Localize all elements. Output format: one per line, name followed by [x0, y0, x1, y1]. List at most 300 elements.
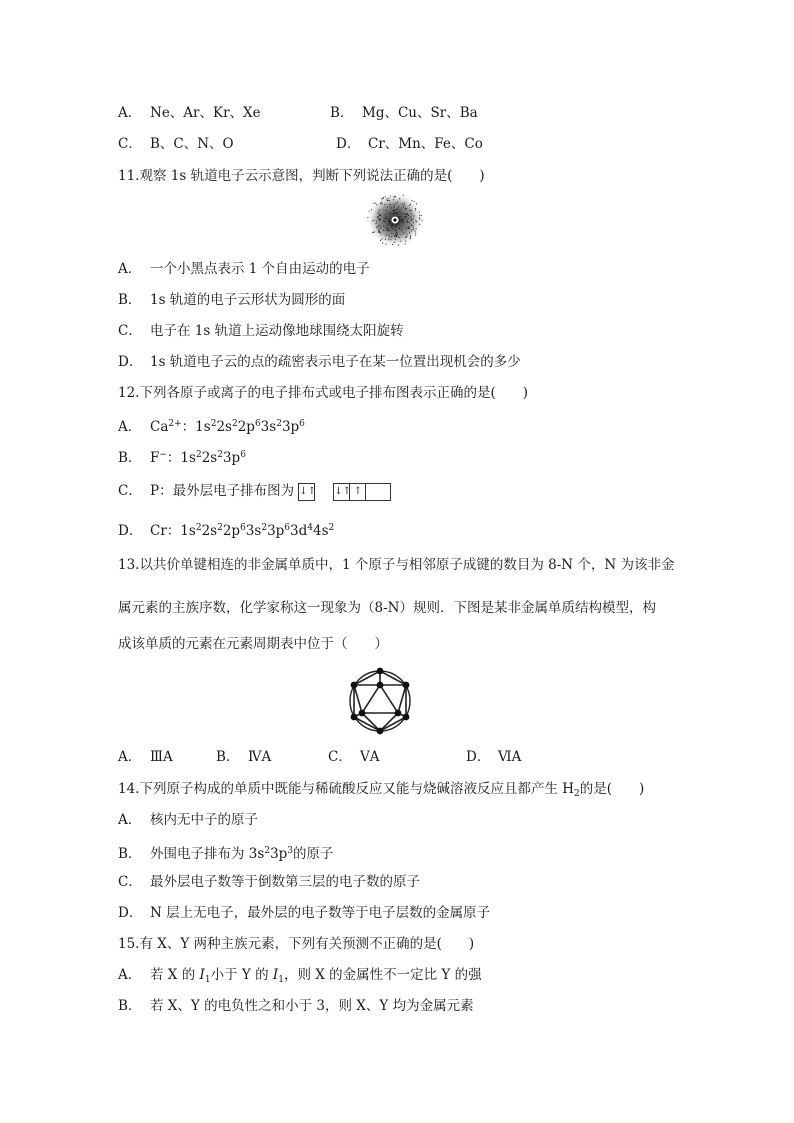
q15-option-a — [118, 966, 482, 989]
cloud-dot — [406, 228, 407, 229]
cloud-dot — [410, 237, 411, 238]
q15-a-prefix: 若 X 的 — [150, 967, 200, 983]
cloud-dot — [400, 209, 401, 210]
cloud-dot — [379, 219, 380, 220]
cloud-dot — [405, 237, 406, 238]
q12-a-colon: ： — [181, 419, 196, 435]
cloud-dot — [407, 222, 408, 223]
q12-option-d — [118, 519, 334, 540]
cloud-dot — [390, 230, 391, 231]
orbital-1s: 1s — [180, 450, 196, 466]
cloud-dot — [391, 236, 392, 237]
q14-option-d-label: D． — [118, 905, 143, 921]
cloud-dot — [421, 215, 422, 216]
cloud-dot — [390, 239, 391, 240]
count: 6 — [254, 419, 261, 429]
cloud-dot — [385, 216, 386, 217]
cloud-dot — [400, 241, 401, 242]
cloud-dot — [415, 235, 416, 236]
cloud-dot — [393, 199, 394, 200]
q12-a-species: Ca — [150, 419, 169, 435]
cloud-dot — [399, 198, 400, 199]
cloud-dot — [397, 212, 398, 213]
cloud-dot — [378, 229, 379, 230]
orbital-2p: 2p — [222, 523, 241, 539]
cloud-dot — [388, 239, 389, 240]
orbital-3p: 3p — [222, 450, 241, 466]
orbital-box: ↓↑ — [333, 483, 350, 501]
cloud-dot — [405, 208, 406, 209]
q14-option-d-text: N 层上无电子，最外层的电子数等于电子层数的金属原子 — [150, 905, 491, 921]
q11-option-d-text: 1s 轨道电子云的点的疏密表示电子在某一位置出现机会的多少 — [150, 354, 521, 370]
cloud-dot — [410, 216, 411, 217]
cloud-dot — [393, 204, 394, 205]
cloud-dot — [394, 242, 395, 243]
cloud-dot — [373, 203, 374, 204]
cloud-dot — [383, 226, 384, 227]
cloud-dot — [406, 219, 407, 220]
cloud-dot — [403, 207, 404, 208]
q15-option-b-text: 若 X、Y 的电负性之和小于 3，则 X、Y 均为金属元素 — [150, 998, 474, 1014]
q13-option-c-text: ⅤA — [360, 749, 380, 765]
cloud-dot — [393, 196, 394, 197]
cloud-dot — [386, 235, 387, 236]
cloud-dot — [416, 228, 417, 229]
cloud-dot — [394, 233, 395, 234]
cloud-dot — [389, 204, 390, 205]
cloud-dot — [386, 218, 387, 219]
orbital-2s: 2s — [216, 419, 232, 435]
cloud-dot — [415, 233, 416, 234]
cloud-dot — [404, 216, 405, 217]
cloud-dot — [402, 220, 403, 221]
cloud-dot — [411, 219, 412, 220]
cloud-dot — [419, 212, 420, 213]
cloud-dot — [396, 224, 397, 225]
cloud-dot — [384, 218, 385, 219]
cloud-dot — [377, 226, 378, 227]
cloud-dot — [404, 202, 405, 203]
orbital-3p: 3p — [267, 523, 285, 539]
count: 2 — [195, 523, 202, 533]
cloud-dot — [378, 218, 379, 219]
cloud-dot — [391, 233, 392, 234]
cloud-dot — [399, 237, 400, 238]
cloud-dot — [381, 233, 382, 234]
cloud-dot — [393, 210, 394, 211]
q14-option-a — [118, 811, 258, 829]
q14-option-d — [118, 904, 490, 922]
cloud-dot — [396, 235, 397, 236]
q14-b-prefix: 外围电子排布为 — [150, 846, 249, 862]
cloud-dot — [408, 227, 409, 228]
subscript: 1 — [278, 975, 284, 985]
q11-option-c — [118, 322, 404, 340]
cloud-dot — [392, 229, 393, 230]
cloud-dot — [387, 200, 388, 201]
q11-option-d-label: D． — [118, 354, 143, 370]
q13-option-c-label: C． — [328, 749, 352, 765]
cloud-dot — [388, 198, 389, 199]
q13-options-row — [118, 748, 522, 766]
cloud-dot — [387, 225, 388, 226]
q14-option-a-text: 核内无中子的原子 — [150, 812, 258, 828]
cloud-dot — [387, 229, 388, 230]
cloud-dot — [379, 228, 380, 229]
q10-option-row-1 — [118, 104, 478, 122]
cloud-dot — [405, 213, 406, 214]
count: 2 — [217, 523, 223, 533]
q10-option-d-text: Cr、Mn、Fe、Co — [368, 136, 483, 152]
orbital-box — [365, 483, 391, 501]
q11-option-b-text: 1s 轨道的电子云形状为圆形的面 — [150, 292, 346, 308]
cloud-dot — [401, 230, 402, 231]
cloud-dot — [395, 239, 396, 240]
cloud-dot — [376, 223, 377, 224]
q10-option-c-label: C． — [118, 136, 142, 152]
orbital-1s: 1s — [195, 419, 211, 435]
cloud-dot — [374, 231, 375, 232]
cloud-dot — [388, 230, 389, 231]
q13-option-d-text: ⅥA — [498, 749, 522, 765]
cloud-dot — [415, 208, 416, 209]
q14-stem-prefix: 14.下列原子构成的单质中既能与稀硫酸反应又能与烧碱溶液反应且都产生 H — [118, 781, 575, 797]
cloud-dot — [380, 232, 381, 233]
cloud-dot — [412, 229, 413, 230]
cloud-dot — [386, 199, 387, 200]
cloud-dot — [397, 209, 398, 210]
cloud-dot — [376, 221, 377, 222]
cloud-dot — [390, 213, 391, 214]
cloud-dot — [410, 238, 411, 239]
cloud-dot — [367, 217, 368, 218]
cloud-dot — [379, 215, 380, 216]
q10-option-a-label: A． — [118, 105, 142, 121]
q11-option-a — [118, 260, 370, 278]
cloud-dot — [402, 213, 403, 214]
orbital-2s: 2s — [201, 450, 218, 466]
count: 2 — [276, 419, 282, 429]
cloud-dot — [392, 227, 393, 228]
cloud-dot — [392, 244, 393, 245]
cloud-dot — [390, 195, 391, 196]
cloud-dot — [401, 220, 402, 221]
q13-option-d — [466, 748, 521, 766]
orbital-3s: 3s — [245, 523, 262, 539]
cloud-dot — [412, 225, 413, 226]
cloud-dot — [421, 220, 422, 221]
q12-option-b — [118, 446, 246, 467]
cloud-dot — [399, 211, 400, 212]
cloud-dot — [409, 222, 410, 223]
orbital-diagram-3s — [298, 482, 315, 501]
cloud-dot — [406, 236, 407, 237]
cloud-dot — [411, 220, 412, 221]
q14-stem-subscript: 2 — [574, 789, 580, 799]
orbital-3p: 3p — [270, 846, 288, 862]
cloud-dot — [398, 206, 399, 207]
cloud-dot — [380, 225, 381, 226]
cloud-dot — [410, 210, 411, 211]
q14-stem-suffix: 的是( ) — [579, 781, 645, 797]
cloud-dot — [411, 210, 412, 211]
cloud-dot — [410, 235, 411, 236]
cloud-dot — [373, 220, 374, 221]
cloud-dot — [393, 211, 394, 212]
orbital-4s: 4s — [313, 523, 329, 539]
cloud-dot — [397, 223, 398, 224]
q15-option-b — [118, 997, 474, 1015]
cloud-dot — [408, 215, 409, 216]
count: 2 — [210, 419, 217, 429]
q11-option-a-label: A． — [118, 261, 142, 277]
q13-option-a-text: ⅢA — [150, 749, 173, 765]
cloud-dot — [399, 220, 400, 221]
cloud-dot — [416, 221, 417, 222]
cloud-dot — [378, 216, 379, 217]
q11-option-c-text: 电子在 1s 轨道上运动像地球围绕太阳旋转 — [150, 323, 404, 339]
q12-option-b-label: B． — [118, 450, 142, 466]
cloud-dot — [402, 221, 403, 222]
cloud-dot — [393, 224, 394, 225]
count: 6 — [299, 419, 305, 429]
cloud-dot — [389, 223, 390, 224]
cloud-dot — [407, 234, 408, 235]
cloud-dot — [406, 214, 407, 215]
cloud-dot — [378, 212, 379, 213]
cloud-dot — [394, 235, 395, 236]
cloud-dot — [379, 213, 380, 214]
cloud-dot — [393, 213, 394, 214]
count: 6 — [240, 450, 246, 460]
cloud-dot — [373, 232, 374, 233]
cloud-dot — [399, 228, 400, 229]
q10-option-row-2 — [118, 135, 483, 153]
cloud-dot — [388, 213, 389, 214]
cloud-dot — [396, 213, 397, 214]
q10-option-c-text: B、C、N、O — [150, 136, 234, 152]
orbital-1s: 1s — [180, 523, 196, 539]
cloud-dot — [413, 218, 414, 219]
q14-option-b — [118, 842, 334, 863]
cloud-dot — [400, 216, 401, 217]
cloud-dot — [386, 244, 387, 245]
q10-option-b-label: B． — [330, 105, 354, 121]
q11-option-b-label: B． — [118, 292, 142, 308]
count: 2 — [231, 419, 238, 429]
cloud-dot — [407, 213, 408, 214]
q12-option-d-label: D． — [118, 523, 143, 539]
cloud-dot — [396, 209, 397, 210]
cloud-dot — [411, 214, 412, 215]
q11-option-b — [118, 291, 345, 309]
orbital-3s: 3s — [248, 846, 265, 862]
cloud-dot — [398, 245, 399, 246]
orbital-3s: 3s — [260, 419, 277, 435]
cloud-dot — [379, 220, 380, 221]
q12-option-c — [118, 482, 409, 501]
cloud-dot — [380, 203, 381, 204]
cloud-dot — [410, 204, 411, 205]
cloud-dot — [385, 196, 386, 197]
cloud-dot — [383, 230, 384, 231]
cloud-dot — [394, 197, 395, 198]
q11-stem: 11.观察 1s 轨道电子云示意图，判断下列说法正确的是( ) — [118, 168, 485, 184]
q10-option-d-label: D． — [336, 136, 361, 152]
count: 2 — [264, 846, 271, 856]
cloud-dot — [413, 227, 414, 228]
cloud-dot — [372, 221, 373, 222]
cloud-dot — [389, 236, 390, 237]
q15-a-mid: 小于 Y 的 — [210, 967, 273, 983]
orbital-2p: 2p — [237, 419, 255, 435]
q14-option-b-label: B． — [118, 846, 142, 862]
cloud-dot — [383, 220, 384, 221]
cloud-dot — [391, 207, 392, 208]
count: 6 — [240, 523, 246, 533]
cloud-dot — [389, 200, 390, 201]
q12-option-c-text: P：最外层电子排布图为 — [150, 483, 295, 499]
cloud-dot — [419, 217, 420, 218]
q14-option-c — [118, 873, 420, 891]
cloud-dot — [397, 201, 398, 202]
cloud-dot — [408, 218, 409, 219]
cloud-dot — [411, 225, 412, 226]
cloud-dot — [397, 234, 398, 235]
cloud-dot — [385, 227, 386, 228]
cloud-dot — [388, 234, 389, 235]
count: 6 — [284, 523, 291, 533]
electron-cloud-1s-diagram — [365, 190, 425, 250]
orbital-2s: 2s — [201, 523, 218, 539]
cloud-dot — [378, 210, 379, 211]
q15-stem: 15.有 X、Y 两种主族元素，下列有关预测不正确的是( ) — [118, 936, 475, 952]
q15-a-suffix: ，则 X 的金属性不一定比 Y 的强 — [283, 967, 482, 983]
cloud-dot — [419, 224, 420, 225]
cloud-dot — [388, 228, 389, 229]
cloud-dot — [405, 243, 406, 244]
cloud-dot — [376, 204, 377, 205]
icosahedron-structure-model — [340, 663, 420, 739]
q13-option-d-label: D． — [466, 749, 491, 765]
cloud-dot — [399, 221, 400, 222]
cloud-dot — [380, 228, 381, 229]
cloud-dot — [391, 223, 392, 224]
cloud-dot — [378, 231, 379, 232]
cloud-dot — [381, 201, 382, 202]
q11-option-c-label: C． — [118, 323, 142, 339]
cloud-dot — [396, 212, 397, 213]
orbital-diagram-3p — [333, 482, 391, 501]
cloud-dot — [406, 227, 407, 228]
cloud-dot — [394, 207, 395, 208]
cloud-dot — [402, 203, 403, 204]
cloud-dot — [390, 205, 391, 206]
cloud-dot — [409, 232, 410, 233]
cloud-dot — [395, 225, 396, 226]
cloud-dot — [382, 198, 383, 199]
q14-b-suffix: 的原子 — [293, 846, 334, 862]
cloud-dot — [415, 220, 416, 221]
cloud-dot — [415, 231, 416, 232]
cloud-dot — [380, 240, 381, 241]
q12-b-charge: − — [159, 450, 167, 460]
cloud-dot — [378, 225, 379, 226]
q13-stem-line-1: 13.以共价单键相连的非金属单质中，1 个原子与相邻原子成键的数目为 8-N 个，N 为该非金 — [118, 557, 675, 573]
subscript: 1 — [204, 975, 211, 985]
cloud-dot — [385, 210, 386, 211]
cloud-dot — [371, 209, 372, 210]
cloud-dot — [395, 229, 396, 230]
cloud-dot — [411, 231, 412, 232]
cloud-dot — [389, 220, 390, 221]
cloud-dot — [375, 202, 376, 203]
cloud-dot — [403, 195, 404, 196]
cloud-dot — [396, 236, 397, 237]
cloud-dot — [419, 215, 420, 216]
cloud-dot — [405, 214, 406, 215]
cloud-dot — [390, 222, 391, 223]
q15-option-b-label: B． — [118, 998, 142, 1014]
q13-option-c — [328, 748, 380, 766]
cloud-dot — [382, 203, 383, 204]
count: 4 — [307, 523, 313, 533]
count: 2 — [195, 450, 202, 460]
cloud-dot — [411, 200, 412, 201]
cloud-dot — [419, 219, 420, 220]
q12-b-species: F — [150, 450, 160, 466]
q14-stem — [118, 780, 644, 803]
cloud-dot — [384, 221, 385, 222]
cloud-dot — [416, 203, 417, 204]
q12-option-a-label: A． — [118, 419, 142, 435]
q10-option-a-text: Ne、Ar、Kr、Xe — [150, 105, 261, 121]
q13-option-b-label: B． — [216, 749, 240, 765]
count: 3 — [287, 846, 294, 856]
q13-stem-line-3: 成该单质的元素在元素周期表中位于（ ） — [118, 636, 388, 652]
cloud-dot — [403, 204, 404, 205]
q13-option-b — [216, 748, 271, 766]
cloud-dot — [415, 209, 416, 210]
q12-b-colon: ： — [166, 450, 181, 466]
cloud-dot — [414, 201, 415, 202]
q12-a-charge: 2+ — [168, 419, 182, 429]
cloud-dot — [385, 239, 386, 240]
cloud-dot — [387, 206, 388, 207]
cloud-dot — [395, 203, 396, 204]
q10-option-b-text: Mg、Cu、Sr、Ba — [362, 105, 478, 121]
q14-option-c-text: 最外层电子数等于倒数第三层的电子数的原子 — [150, 874, 420, 890]
cloud-dot — [413, 229, 414, 230]
q12-d-species: Cr： — [150, 523, 181, 539]
orbital-3p: 3p — [281, 419, 300, 435]
cloud-dot — [369, 211, 370, 212]
cloud-dot — [409, 228, 410, 229]
orbital-3d: 3d — [290, 523, 308, 539]
cloud-dot — [389, 221, 390, 222]
cloud-dot — [413, 215, 414, 216]
q13-option-a-label: A． — [118, 749, 142, 765]
ionization-energy-symbol: I — [272, 967, 279, 983]
cloud-dot — [405, 240, 406, 241]
q13-option-b-text: ⅣA — [248, 749, 272, 765]
cloud-dot — [398, 216, 399, 217]
cloud-dot — [382, 242, 383, 243]
ionization-energy-symbol: I — [199, 967, 205, 983]
q14-option-c-label: C． — [118, 874, 142, 890]
cloud-dot — [409, 205, 410, 206]
q14-option-a-label: A． — [118, 812, 142, 828]
